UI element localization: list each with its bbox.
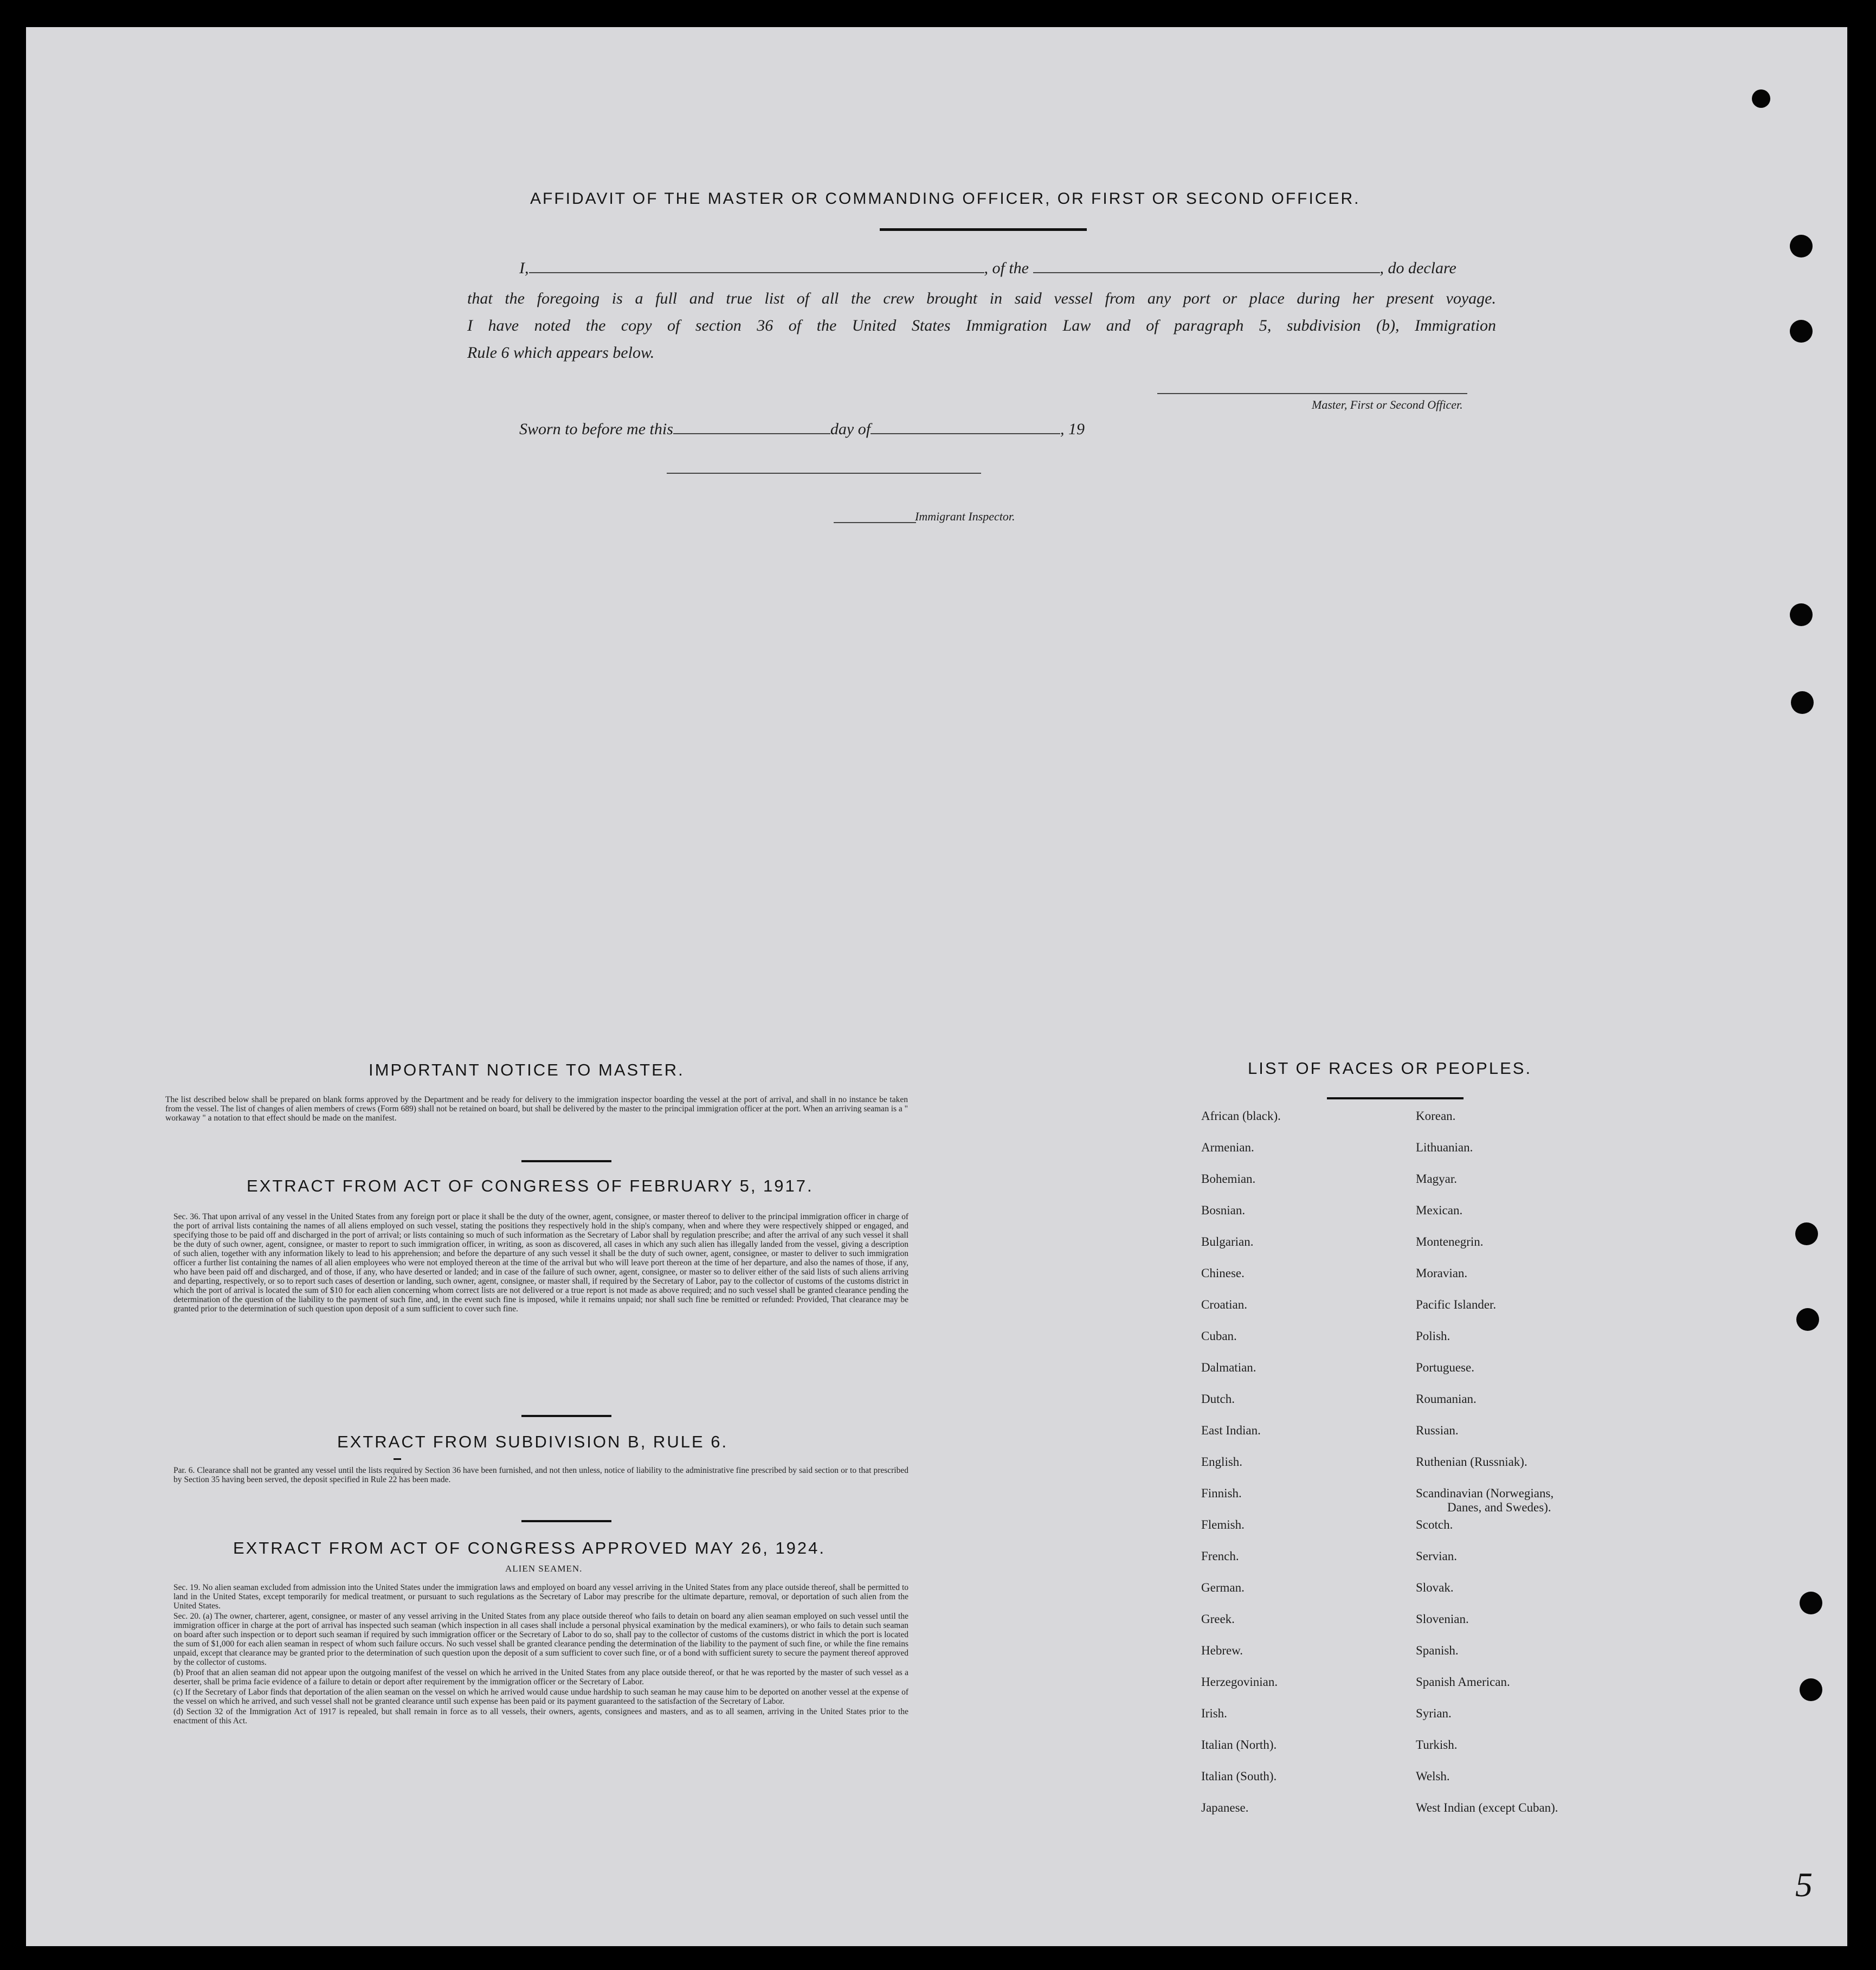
affidavit-heading: AFFIDAVIT OF THE MASTER OR COMMANDING OFFICER, OR FIRST OR SECOND OFFICER. [530,190,1361,208]
race-item: Japanese. [1201,1801,1249,1814]
race-item: Syrian. [1416,1707,1452,1720]
race-item: Portuguese. [1416,1361,1474,1374]
race-item: Croatian. [1201,1298,1247,1311]
race-item: Armenian. [1201,1141,1254,1154]
race-item: Spanish American. [1416,1675,1510,1689]
binder-hole [1790,320,1813,343]
race-item: Ruthenian (Russniak). [1416,1455,1527,1469]
race-item: Turkish. [1416,1738,1458,1752]
race-item: Dutch. [1201,1392,1235,1406]
races-heading-rule [1327,1097,1464,1099]
race-item: Herzegovinian. [1201,1675,1278,1689]
sworn-label: Sworn to before me this [519,420,673,438]
declarant-name-field[interactable] [529,272,984,273]
binder-hole [1800,1678,1822,1701]
race-item: Lithuanian. [1416,1141,1473,1154]
notice-heading: IMPORTANT NOTICE TO MASTER. [369,1060,685,1079]
section-rule [521,1415,611,1417]
race-item: Russian. [1416,1424,1459,1437]
race-item [1416,1486,1558,1518]
affidavit-declaration-line [519,259,1495,278]
races-left-column [1201,1109,1281,1832]
master-signature-caption: Master, First or Second Officer. [1312,398,1463,411]
binder-hole [1790,235,1813,257]
race-item-line: Scandinavian (Norwegians, [1416,1486,1554,1500]
alien-seamen-subheading: ALIEN SEAMEN. [505,1563,583,1574]
race-item: French. [1201,1549,1239,1563]
inspector-signature-line[interactable] [667,473,981,474]
race-item: Italian (South). [1201,1769,1277,1783]
day-of-label: day of [830,420,871,438]
extract-1924-body [173,1583,908,1726]
race-item: Welsh. [1416,1769,1450,1783]
extract-1924-paragraph: (b) Proof that an alien seaman did not appear upon the outgoing manifest of the vessel on which he arrived in the United States from any place outside thereof, or that he was reported by the master of such vessel as a deserter, shall be prima facie evidence of a failure to detain or deport after requirement by the immigration officer or the Secretary of Labor. [173,1668,908,1686]
master-signature-line[interactable] [1157,393,1467,394]
race-item: Polish. [1416,1329,1450,1343]
affidavit-text [467,285,1496,366]
race-item-continuation: Danes, and Swedes). [1447,1501,1551,1514]
race-item: Dalmatian. [1201,1361,1256,1374]
race-item: Hebrew. [1201,1644,1243,1657]
vessel-field[interactable] [1033,272,1380,273]
race-item: Korean. [1416,1109,1456,1123]
sworn-line [519,420,1085,439]
extract-1917-text: Sec. 36. That upon arrival of any vessel in the United States from any foreign port or place it shall be the duty of the owner, agent, consignee, or master thereof to deliver to the principal immigration officer in charge of the port of arrival lists containing the names of all aliens employed on such vessel, stating the positions they respectively hold in the ship's company, when and where they were respectively shipped or engaged, and specifying those to be paid off and discharged in the port of arrival; or lists containing so much of such information as the Secretary of Labor shall by regulation prescribe; and after the arrival of any such vessel it shall be the duty of such owner, agent, consignee, or master to report to such immigration officer, in writing, as soon as discovered, all cases in which any such alien has illegally landed from the vessel, giving a description of such alien, together with any information likely to lead to his apprehension; and before the departure of any such vessel it shall be the duty of such owner, agent, consignee, or master to deliver to such immigration officer a further list containing the names of all alien employees who were not employed thereon at the time of the arrival but who will leave port thereon at the time of her departure, and also the names of those, if any, who have been paid off and discharged, and of those, if any, who have deserted or landed; and in case of the failure of such owner, agent, consignee, or master so to deliver either of the said lists of such aliens arriving and departing, respectively, or so to report such cases of desertion or landing, such owner, agent, consignee, or master shall, if required by the Secretary of Labor, pay to the collector of customs of the customs district in which the port of arrival is located the sum of $10 for each alien concerning whom correct lists are not delivered or a true report is not made as above required; and no such vessel shall be granted clearance pending the determination of the question of the liability to the payment of such fine, and, in the event such fine is imposed, while it remains unpaid; nor shall such fine be remitted or refunded: Provided, That clearance may be granted prior to the determination of such question upon deposit of a sum sufficient to cover such fine. [173,1212,908,1314]
race-item: Cuban. [1201,1329,1237,1343]
extract-1924-paragraph: (d) Section 32 of the Immigration Act of 1917 is repealed, but shall remain in force as to all vessels, their owners, agents, consignees and masters, and as to all seamen, arriving in the United States prior to the enactment of this Act. [173,1707,908,1726]
of-the-label: , of the [984,259,1029,277]
extract-1924-paragraph: Sec. 19. No alien seaman excluded from admission into the United States under the immigration laws and employed on board any vessel arriving in the United States from any place outside thereof, shall be permitted to land in the United States, except temporarily for medical treatment, or pursuant to such regulations as the Secretary of Labor may prescribe for the ultimate departure, removal, or deportation of such alien from the United States. [173,1583,908,1611]
inspector-name-line[interactable] [834,522,916,523]
binder-hole [1752,89,1770,108]
races-heading: LIST OF RACES OR PEOPLES. [1248,1059,1532,1078]
section-rule [521,1520,611,1522]
race-item: Scotch. [1416,1518,1453,1531]
extract-1924-paragraph: (c) If the Secretary of Labor finds that deportation of the alien seaman on the vessel on which he arrived would cause undue hardship to such seaman he may cause him to be deported on another vessel at the expense of the vessel on which he arrived, and such vessel shall not be granted clearance until such expense has been paid or its payment guaranteed to the satisfaction of the Secretary of Labor. [173,1688,908,1706]
race-item: Bohemian. [1201,1172,1256,1186]
race-item: Greek. [1201,1612,1235,1626]
race-item: Mexican. [1416,1203,1463,1217]
race-item: Slovak. [1416,1581,1454,1594]
race-item: African (black). [1201,1109,1281,1123]
races-right-column [1416,1109,1558,1832]
handwritten-page-number: 5 [1795,1865,1813,1904]
heading-mark [394,1458,401,1460]
race-item: West Indian (except Cuban). [1416,1801,1558,1814]
race-item: Pacific Islander. [1416,1298,1497,1311]
sworn-month-field[interactable] [871,433,1060,434]
race-item: Servian. [1416,1549,1458,1563]
extract-1924-heading: EXTRACT FROM ACT OF CONGRESS APPROVED MAY 26, 1924. [233,1538,826,1557]
inspector-caption: Immigrant Inspector. [915,510,1015,523]
binder-hole [1790,603,1813,626]
affidavit-line-2: that the foregoing is a full and true list of all the crew brought in said vessel from any port or place during her present voyage. [467,289,1496,307]
sworn-day-field[interactable] [673,433,830,434]
binder-hole [1791,691,1814,714]
binder-hole [1796,1308,1819,1331]
race-item: Roumanian. [1416,1392,1477,1406]
race-item: English. [1201,1455,1243,1469]
race-item: German. [1201,1581,1245,1594]
affidavit-line-3: I have noted the copy of section 36 of the United States Immigration Law and of paragraph 5, subdivision (b), Immigration [467,317,1496,334]
extract-rule6-heading: EXTRACT FROM SUBDIVISION B, RULE 6. [337,1432,729,1451]
section-rule [521,1160,611,1162]
race-item: Montenegrin. [1416,1235,1484,1248]
race-item: Irish. [1201,1707,1227,1720]
race-item: Bosnian. [1201,1203,1246,1217]
race-item: Finnish. [1201,1486,1242,1500]
race-item: Italian (North). [1201,1738,1277,1752]
extract-1917-heading: EXTRACT FROM ACT OF CONGRESS OF FEBRUARY 5, 1917. [247,1176,814,1195]
race-item: Flemish. [1201,1518,1245,1531]
extract-1924-paragraph: Sec. 20. (a) The owner, charterer, agent, consignee, or master of any vessel arriving in the United States from any place outside thereof who fails to detain on board any alien seaman employed on such vessel until the immigration officer in charge at the port of arrival has inspected such seaman (which inspection in all cases shall include a personal physical examination by the medical examiners), or who fails to detain such seaman on board after such inspection or to deport such seaman if required by such immigration officer or the Secretary of Labor to do so, shall pay to the collector of customs of the customs district in which the port is located the sum of $1,000 for each alien seaman in respect of whom such failure occurs. No such vessel shall be granted clearance pending the determination of the liability to the payment of such fine, or while the fine remains unpaid, except that clearance may be granted prior to the determination of such question upon the deposit of a sum sufficient to cover such fine, or of a bond with sufficient surety to secure the payment thereof approved by the collector of customs. [173,1612,908,1667]
race-item: Magyar. [1416,1172,1458,1186]
binder-hole [1800,1592,1822,1614]
declare-label: , do declare [1379,259,1456,277]
binder-hole [1795,1222,1818,1245]
affidavit-line-4: Rule 6 which appears below. [467,344,655,362]
heading-rule [880,228,1087,231]
race-item: East Indian. [1201,1424,1261,1437]
race-item: Chinese. [1201,1266,1245,1280]
extract-rule6-text: Par. 6. Clearance shall not be granted any vessel until the lists required by Section 36 have been furnished, and not then unless, notice of liability to the administrative fine prescribed by said section or to that prescribed by Section 35 having been served, the deposit specified in Rule 22 has been made. [173,1466,908,1484]
notice-text: The list described below shall be prepared on blank forms approved by the Department and be ready for delivery to the immigration inspector boarding the vessel at the port of arrival, and shall in no instance be taken from the vessel. The list of changes of alien members of crews (Form 689) shall not be retained on board, but shall be delivered by the master to the principal immigration officer at the port. When an arriving seaman is a " workaway " a notation to that effect should be made on the manifest. [165,1095,908,1123]
race-item: Moravian. [1416,1266,1468,1280]
year-label: , 19 [1060,420,1085,438]
declarant-prefix: I, [519,259,529,277]
race-item: Slovenian. [1416,1612,1469,1626]
race-item: Bulgarian. [1201,1235,1254,1248]
race-item: Spanish. [1416,1644,1459,1657]
